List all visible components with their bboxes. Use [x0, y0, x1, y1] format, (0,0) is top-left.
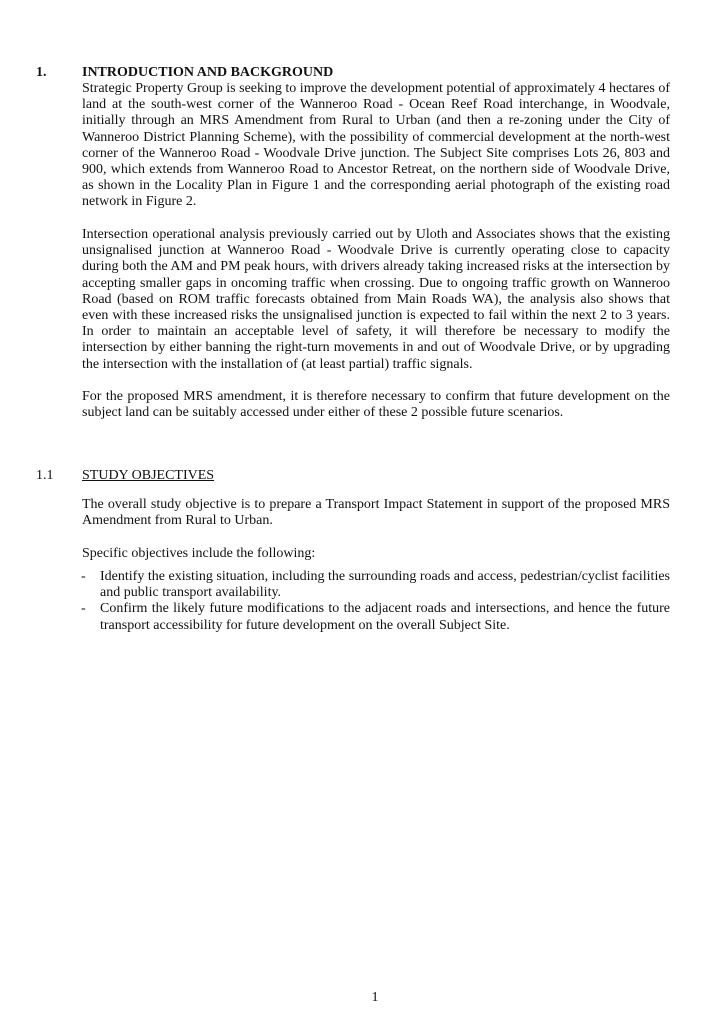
page-number: 1 [371, 990, 379, 1005]
subsection-title: STUDY OBJECTIVES [82, 468, 215, 483]
list-item [82, 601, 670, 633]
subsection-number: 1.1 [36, 468, 54, 483]
list-item [82, 569, 670, 601]
intro-paragraph-1: Strategic Property Group is seeking to improve the development potential of approximately 4 hectares of land at the south-west corner of the Wanneroo Road - Ocean Reef Road interchange, in Woodvale, initially through an MRS Amendment from Rural to Urban (and then a re-zoning under the City of Wanneroo District Planning Scheme), with the possibility of commercial development at the north-west corner of the Wanneroo Road - Woodvale Drive junction. The Subject Site comprises Lots 26, 803 and 900, which extends from Wanneroo Road to Ancestor Retreat, on the northern side of Woodvale Drive, as shown in the Locality Plan in Figure 1 and the corresponding aerial photograph of the existing road network in Figure 2. [82, 81, 670, 210]
section-number: 1. [36, 65, 47, 80]
list-item-text: Identify the existing situation, including the surrounding roads and access, pedestrian/cyclist facilities and public transport availability. [100, 569, 670, 601]
objectives-list [82, 569, 670, 634]
intro-paragraph-2: Intersection operational analysis previously carried out by Uloth and Associates shows that the existing unsignalised junction at Wanneroo Road - Woodvale Drive is currently operating close to capacity during both the AM and PM peak hours, with drivers already taking increased risks at the intersection by accepting smaller gaps in oncoming traffic when crossing. Due to ongoing traffic growth on Wanneroo Road (based on ROM traffic forecasts obtained from Main Roads WA), the analysis also shows that even with these increased risks the unsignalised junction is expected to fail within the next 2 to 3 years. In order to maintain an acceptable level of safety, it will therefore be necessary to modify the intersection by either banning the right-turn movements in and out of Woodvale Drive, or by upgrading the intersection with the installation of (at least partial) traffic signals. [82, 227, 670, 372]
section-title: INTRODUCTION AND BACKGROUND [82, 65, 334, 80]
list-item-text: Confirm the likely future modifications to the adjacent roads and intersections, and hence the future transport accessibility for future development on the overall Subject Site. [100, 601, 670, 633]
bullet-dash: - [81, 601, 86, 617]
objectives-paragraph-2: Specific objectives include the following: [82, 546, 316, 561]
objectives-paragraph-1: The overall study objective is to prepare a Transport Impact Statement in support of the proposed MRS Amendment from Rural to Urban. [82, 497, 670, 529]
intro-paragraph-3: For the proposed MRS amendment, it is therefore necessary to confirm that future development on the subject land can be suitably accessed under either of these 2 possible future scenarios. [82, 389, 670, 421]
bullet-dash: - [81, 569, 86, 584]
